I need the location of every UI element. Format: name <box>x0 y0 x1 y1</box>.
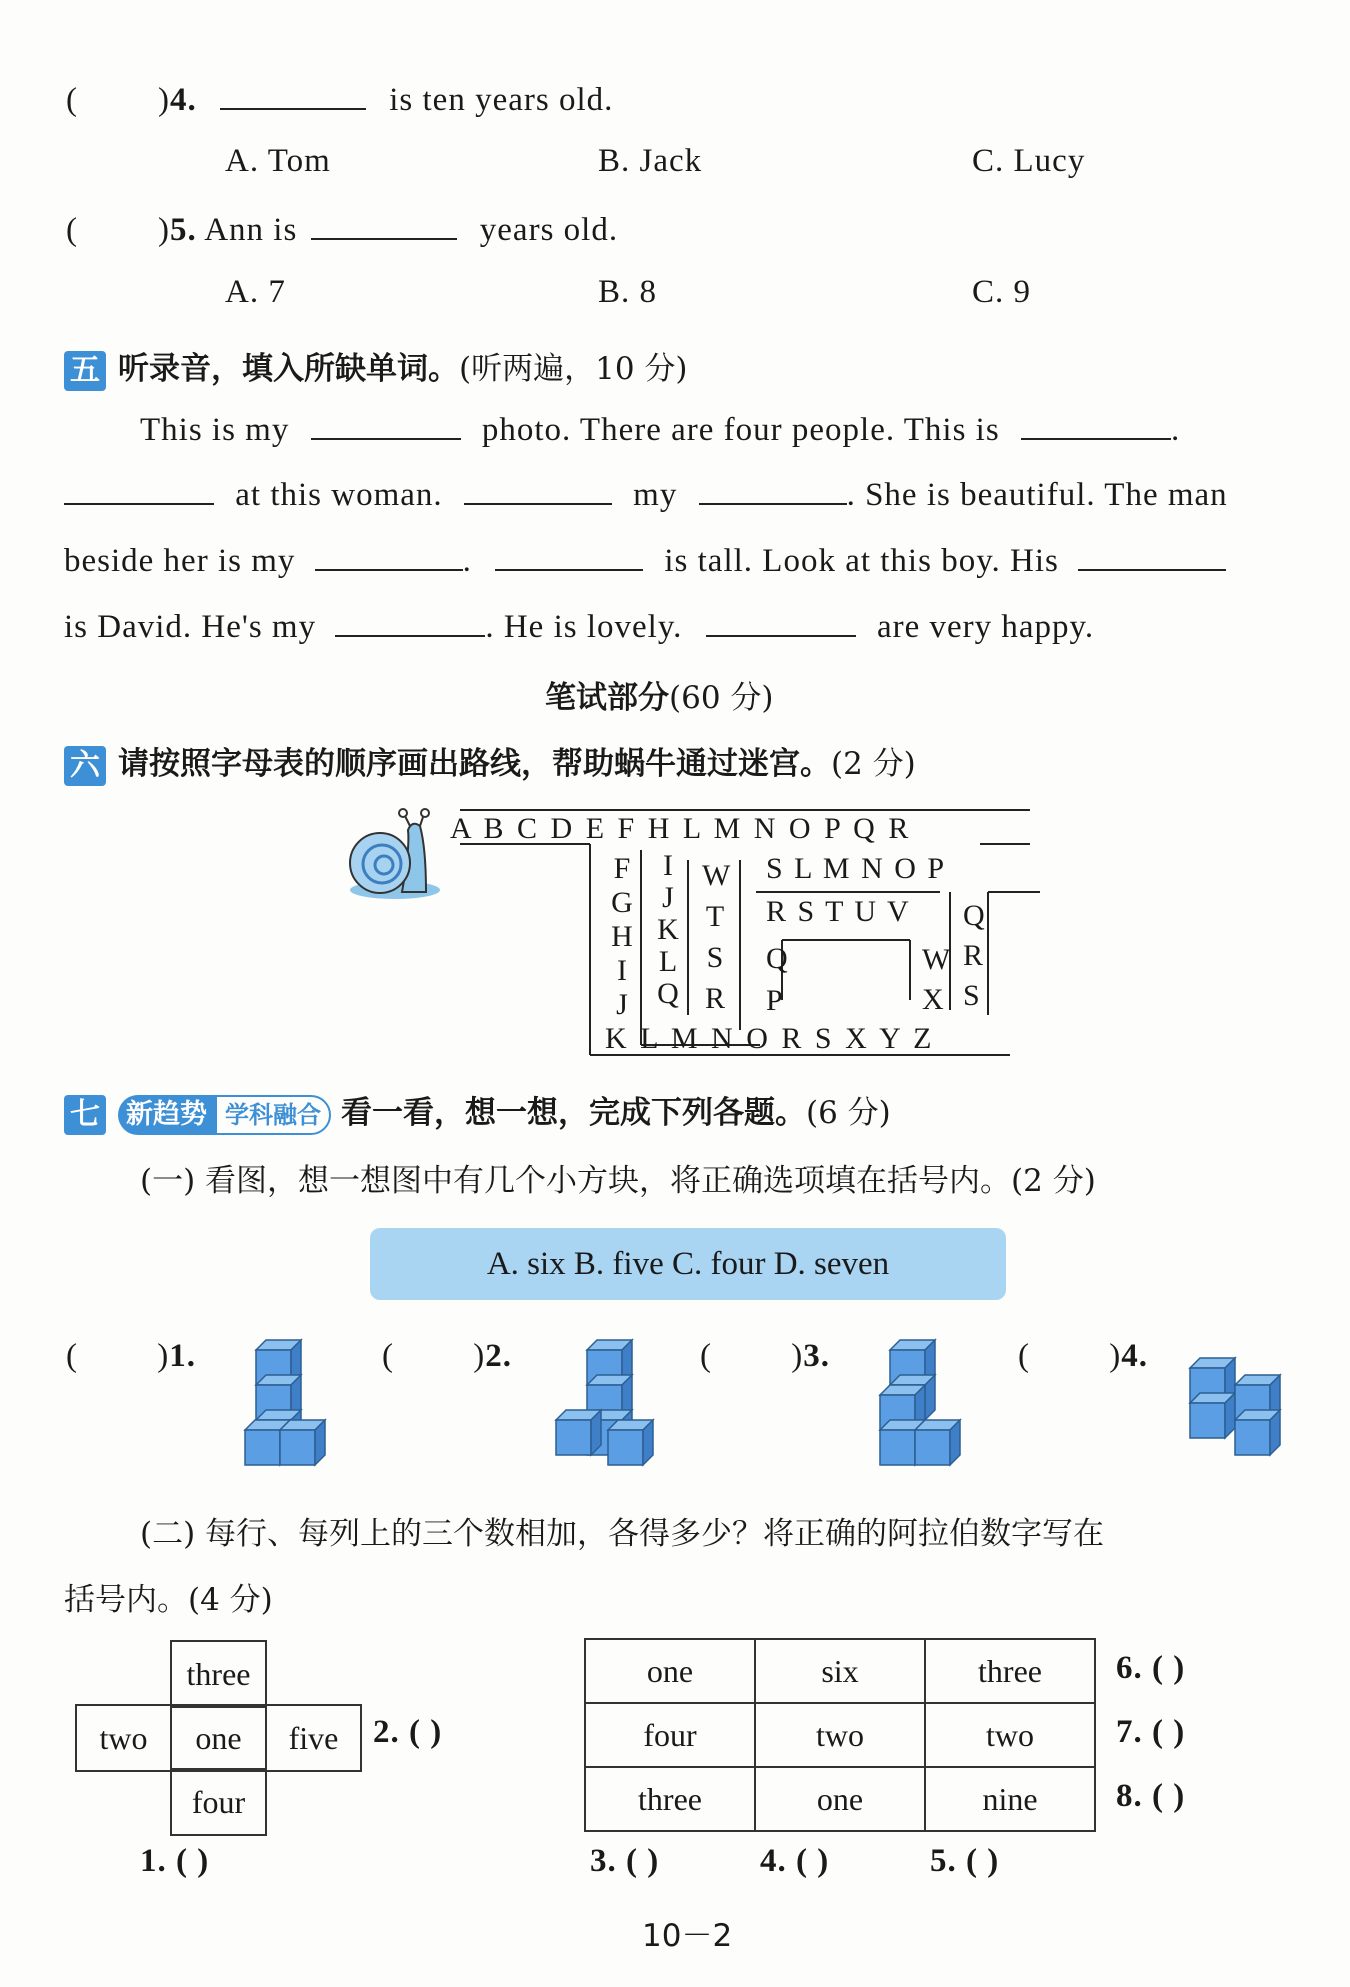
fill-blank-6[interactable] <box>315 541 463 571</box>
trend-tag: 新趋势 <box>118 1095 215 1135</box>
page-number: 10－2 <box>642 1918 733 1954</box>
q5-pre: Ann is <box>204 212 298 248</box>
fill-line-1 <box>140 410 1180 449</box>
q5-paren[interactable]: ( <box>66 212 78 248</box>
q4-paren-close: ) <box>158 82 170 118</box>
grid-row <box>585 1703 1095 1767</box>
section-6-heading <box>64 738 916 786</box>
part-2-label: (二) 每行、每列上的三个数相加，各得多少？将正确的阿拉伯数字写在 <box>140 1516 1105 1552</box>
fill-text: . She is beautiful. The man <box>846 477 1228 513</box>
grid-cell: nine <box>925 1767 1095 1831</box>
grid-cell: four <box>585 1703 755 1767</box>
fill-line-3 <box>64 541 1226 580</box>
cross-puzzle <box>75 1640 360 1835</box>
cube-figure-4 <box>1190 1358 1280 1455</box>
section-6-number: 六 <box>64 746 106 786</box>
fill-text: . He is lovely. <box>485 609 683 645</box>
cube-figure-2 <box>556 1340 653 1465</box>
grid-cell: one <box>585 1639 755 1703</box>
maze-row-rstuv: R S T U V <box>766 895 911 928</box>
part-1-text: (一) 看图，想一想图中有几个小方块，将正确选项填在括号内。 <box>140 1163 1012 1199</box>
written-section-title <box>545 672 774 717</box>
fill-blank-8[interactable] <box>1078 541 1226 571</box>
q4-number: 4. <box>170 82 197 118</box>
cross-bottom: four <box>170 1768 267 1836</box>
maze-col-fghij: F G H I J <box>611 852 633 1021</box>
cube-figure-1 <box>245 1340 325 1465</box>
cube-q1-number: 1. <box>169 1338 196 1374</box>
grid-cell: six <box>755 1639 925 1703</box>
fill-blank-4[interactable] <box>464 475 612 505</box>
cube-q2-number: 2. <box>485 1338 512 1374</box>
fill-text: . <box>1170 412 1181 448</box>
fill-text: . <box>462 543 472 579</box>
cube-q2[interactable]: ( )2. <box>382 1338 512 1374</box>
answer-3[interactable]: 3. ( ) <box>590 1843 660 1879</box>
answer-4[interactable]: 4. ( ) <box>760 1843 830 1879</box>
q5-blank[interactable] <box>311 210 457 240</box>
fill-blank-3[interactable] <box>64 475 214 505</box>
fill-text: beside her is my <box>64 543 296 579</box>
grid-row <box>585 1767 1095 1831</box>
q4-option-c[interactable]: C. Lucy <box>972 143 1086 179</box>
fill-text: is David. He's my <box>64 609 317 645</box>
fill-blank-2[interactable] <box>1021 410 1171 440</box>
cross-right: five <box>265 1704 362 1772</box>
grid-cell: three <box>925 1639 1095 1703</box>
maze-col-ijklq: I J K L Q <box>657 849 679 1010</box>
answer-5[interactable]: 5. ( ) <box>930 1843 1000 1879</box>
cross-center: one <box>170 1704 267 1772</box>
snail-icon <box>340 808 440 908</box>
cube-q4[interactable]: ( )4. <box>1018 1338 1148 1374</box>
fill-blank-1[interactable] <box>311 410 461 440</box>
maze-top-row: A B C D E F H L M N O P Q R <box>450 812 912 845</box>
fill-blank-5[interactable] <box>699 475 847 505</box>
q4-option-a[interactable]: A. Tom <box>225 143 331 179</box>
grid-row <box>585 1639 1095 1703</box>
fill-text: at this woman. <box>235 477 443 513</box>
section-7-number: 七 <box>64 1095 106 1135</box>
part-2-label-cont <box>64 1574 273 1619</box>
section-7-score: (6 分) <box>806 1095 891 1131</box>
section-6-score: (2 分) <box>831 746 916 782</box>
answer-8[interactable]: 8. ( ) <box>1116 1778 1186 1814</box>
q5-line <box>66 210 618 249</box>
q5-option-a[interactable]: A. 7 <box>225 274 286 310</box>
q4-line <box>66 80 613 119</box>
section-5-score: (听两遍，10 分) <box>459 351 688 387</box>
q5-post: years old. <box>479 212 619 248</box>
answer-6[interactable]: 6. ( ) <box>1116 1650 1186 1686</box>
cube-q3[interactable]: ( )3. <box>700 1338 830 1374</box>
section-7-title: 看一看，想一想，完成下列各题。 <box>341 1095 806 1131</box>
fill-blank-10[interactable] <box>706 607 856 637</box>
fill-text: my <box>633 477 678 513</box>
cube-q3-number: 3. <box>803 1338 830 1374</box>
q5-option-c[interactable]: C. 9 <box>972 274 1032 310</box>
cube-q1[interactable]: ( )1. <box>66 1338 196 1374</box>
fill-line-4 <box>64 607 1094 646</box>
fill-text: photo. There are four people. This is <box>481 412 1000 448</box>
fill-text: are very happy. <box>876 609 1095 645</box>
fill-line-2 <box>64 475 1228 514</box>
cube-figure-3 <box>880 1340 960 1465</box>
q4-blank[interactable] <box>220 80 366 110</box>
part-1-score: (2 分) <box>1011 1163 1096 1199</box>
q4-text: is ten years old. <box>389 82 614 118</box>
section-5-title: 听录音，填入所缺单词。 <box>118 351 459 387</box>
q5-number: 5. <box>170 212 197 248</box>
fill-text: This is my <box>140 412 290 448</box>
maze-col-wtsr: W T S R <box>702 859 731 1015</box>
written-score: (60 分) <box>669 680 774 716</box>
cross-left: two <box>75 1704 172 1772</box>
grid-cell: two <box>755 1703 925 1767</box>
cube-options: A. six B. five C. four D. seven <box>370 1228 1006 1300</box>
section-5-heading <box>64 343 688 391</box>
fill-text: is tall. Look at this boy. His <box>664 543 1059 579</box>
section-5-number: 五 <box>64 351 106 391</box>
cube-q4-number: 4. <box>1121 1338 1148 1374</box>
maze-row-slmnop: S L M N O P <box>766 852 947 885</box>
grid-cell: two <box>925 1703 1095 1767</box>
cube-figures <box>0 1330 1350 1490</box>
q4-option-b[interactable]: B. Jack <box>598 143 703 179</box>
answer-7[interactable]: 7. ( ) <box>1116 1714 1186 1750</box>
cross-top: three <box>170 1640 267 1708</box>
subject-tag: 学科融合 <box>215 1095 331 1135</box>
section-7-heading <box>64 1087 891 1135</box>
fill-blank-9[interactable] <box>335 607 485 637</box>
q4-paren[interactable]: ( <box>66 82 78 118</box>
part-1-label <box>140 1155 1096 1200</box>
maze[interactable] <box>440 800 1040 1070</box>
grid-cell: three <box>585 1767 755 1831</box>
section-6-title: 请按照字母表的顺序画出路线，帮助蜗牛通过迷宫。 <box>118 746 831 782</box>
maze-bottom-row: K L M N O R S X Y Z <box>605 1022 935 1055</box>
written-title: 笔试部分 <box>545 680 669 716</box>
answer-1[interactable]: 1. ( ) <box>140 1843 210 1879</box>
grid-cell: one <box>755 1767 925 1831</box>
fill-blank-7[interactable] <box>495 541 643 571</box>
maze-col-qrs: Q R S <box>963 899 985 1012</box>
part-2-text: 括号内。 <box>64 1582 188 1618</box>
part-2-score: (4 分) <box>188 1582 273 1618</box>
answer-2[interactable]: 2. ( ) <box>373 1714 443 1750</box>
maze-col-qp: Q P <box>766 942 788 1017</box>
maze-col-wx: W X <box>922 943 951 1016</box>
q5-paren-close: ) <box>158 212 170 248</box>
number-grid <box>584 1638 1096 1832</box>
q5-option-b[interactable]: B. 8 <box>598 274 658 310</box>
